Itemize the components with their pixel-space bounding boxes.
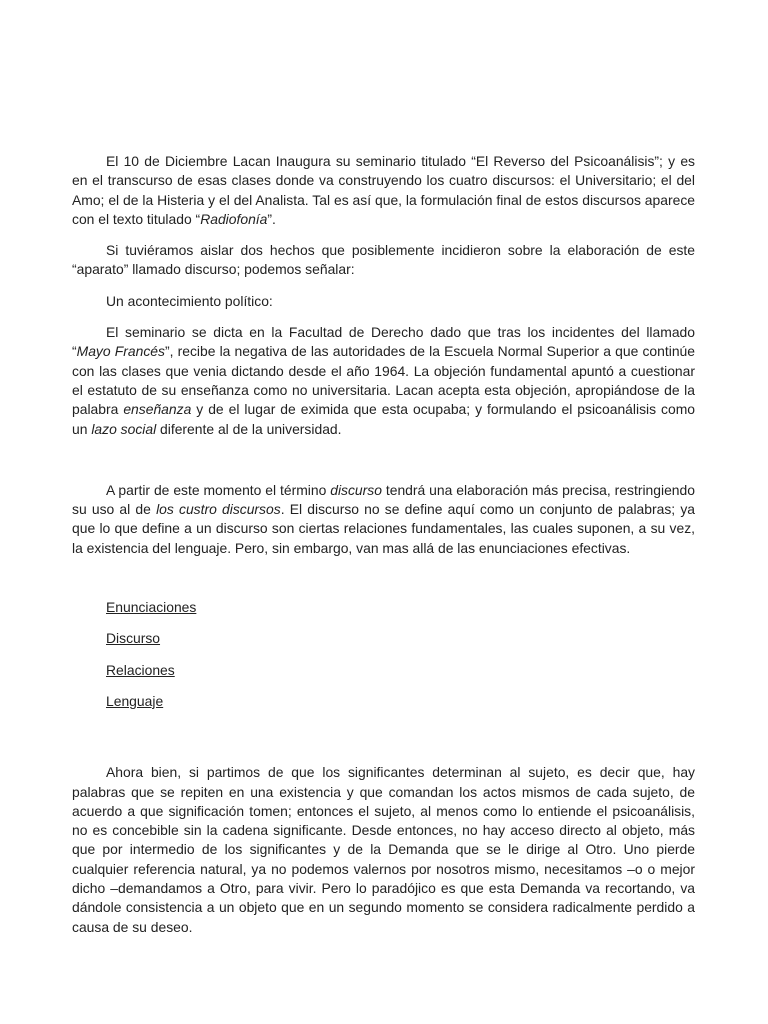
paragraph-seminar-text-1: El seminario se dicta en la Facultad de Derecho dado que tras los incidentes del llamado “ [72, 324, 695, 360]
paragraph-seminar-text-3: y de el lugar de eximida que esta ocupaba; y formulando el psicoanálisis como un [72, 401, 695, 437]
paragraph-intro [72, 152, 695, 229]
paragraph-discourse-text-2: tendrá una elaboración más precisa, restringiendo su uso al de [72, 481, 695, 518]
paragraph-discourse-text-3: . El discurso no se define aquí como un conjunto de palabras; ya que lo que define a un discurso son ciertas relaciones fundamentales, las cuales suponen, a su vez, la existencia del lenguaje. Pero, sin embargo, van mas allá de las enunciaciones efectivas. [72, 501, 695, 556]
paragraph-significants: Ahora bien, si partimos de que los significantes determinan al sujeto, es decir que, hay palabras que se repiten en una existencia y que comandan los actos mismos de cada sujeto, de acuerdo a que significación tomen; entonces el sujeto, al menos como lo entiende el psicoanálisis, no es concebible sin la cadena significante. Desde entonces, no hay acceso directo al objeto, más que por intermedio de los significantes y de la Demanda que se le dirige al Otro. Uno pierde cualquier referencia natural, ya no podemos valernos por nosotros mismo, necesitamos –o o mejor dicho –demandamos a Otro, para vivir. Pero lo paradójico es que esta Demanda va recortando, va dándole consistencia a un objeto que en un segundo momento se considera radicalmente perdido a causa de su deseo. [72, 764, 695, 935]
paragraph-intro-italic-radiofonia: Radiofonía [200, 210, 268, 227]
paragraph-intro-text-2: ”. [267, 210, 276, 227]
paragraph-seminar [72, 323, 695, 439]
paragraph-discourse-italic-discurso: discurso [330, 481, 382, 498]
list-item-enunciaciones: Enunciaciones [106, 599, 197, 616]
list-item-lenguaje: Lenguaje [106, 692, 164, 709]
paragraph-two-facts: Si tuviéramos aislar dos hechos que posiblemente incidieron sobre la elaboración de este “aparato” llamado discurso; podemos señalar: [72, 242, 695, 278]
paragraph-discourse-text-1: A partir de este momento el término [106, 481, 331, 498]
paragraph-intro-text-1: El 10 de Diciembre Lacan Inaugura su seminario titulado “El Reverso del Psicoanálisis”; y es en el transcurso de esas clases donde va construyendo los cuatro discursos: el Universitario; el del Amo; el de la Histeria y el del Analista. Tal es así que, la formulación final de estos discursos aparece con el texto titulado “ [72, 153, 695, 227]
paragraph-discourse-italic-custro-discursos: los custro discursos [156, 501, 281, 518]
paragraph-seminar-text-2: ”, recibe la negativa de las autoridades de la Escuela Normal Superior a que continúe con las clases que venia dictando desde el año 1964. La objeción fundamental apuntó a cuestionar el estatuto de su enseñanza como no universitaria. Lacan acepta esta objeción, apropiándose de la palabra [72, 343, 695, 418]
underlined-term-list [72, 598, 695, 711]
list-item-relaciones: Relaciones [106, 661, 175, 678]
paragraph-discourse [72, 481, 695, 558]
paragraph-political-event: Un acontecimiento político: [106, 292, 273, 309]
paragraph-seminar-text-4: diferente al de la universidad. [156, 420, 342, 437]
list-item-discurso: Discurso [106, 630, 161, 647]
paragraph-seminar-italic-mayo-frances: Mayo Francés [76, 343, 165, 360]
paragraph-seminar-italic-ensenanza: enseñanza [123, 401, 192, 418]
paragraph-seminar-italic-lazo-social: lazo social [91, 420, 157, 437]
document-page [72, 152, 695, 937]
